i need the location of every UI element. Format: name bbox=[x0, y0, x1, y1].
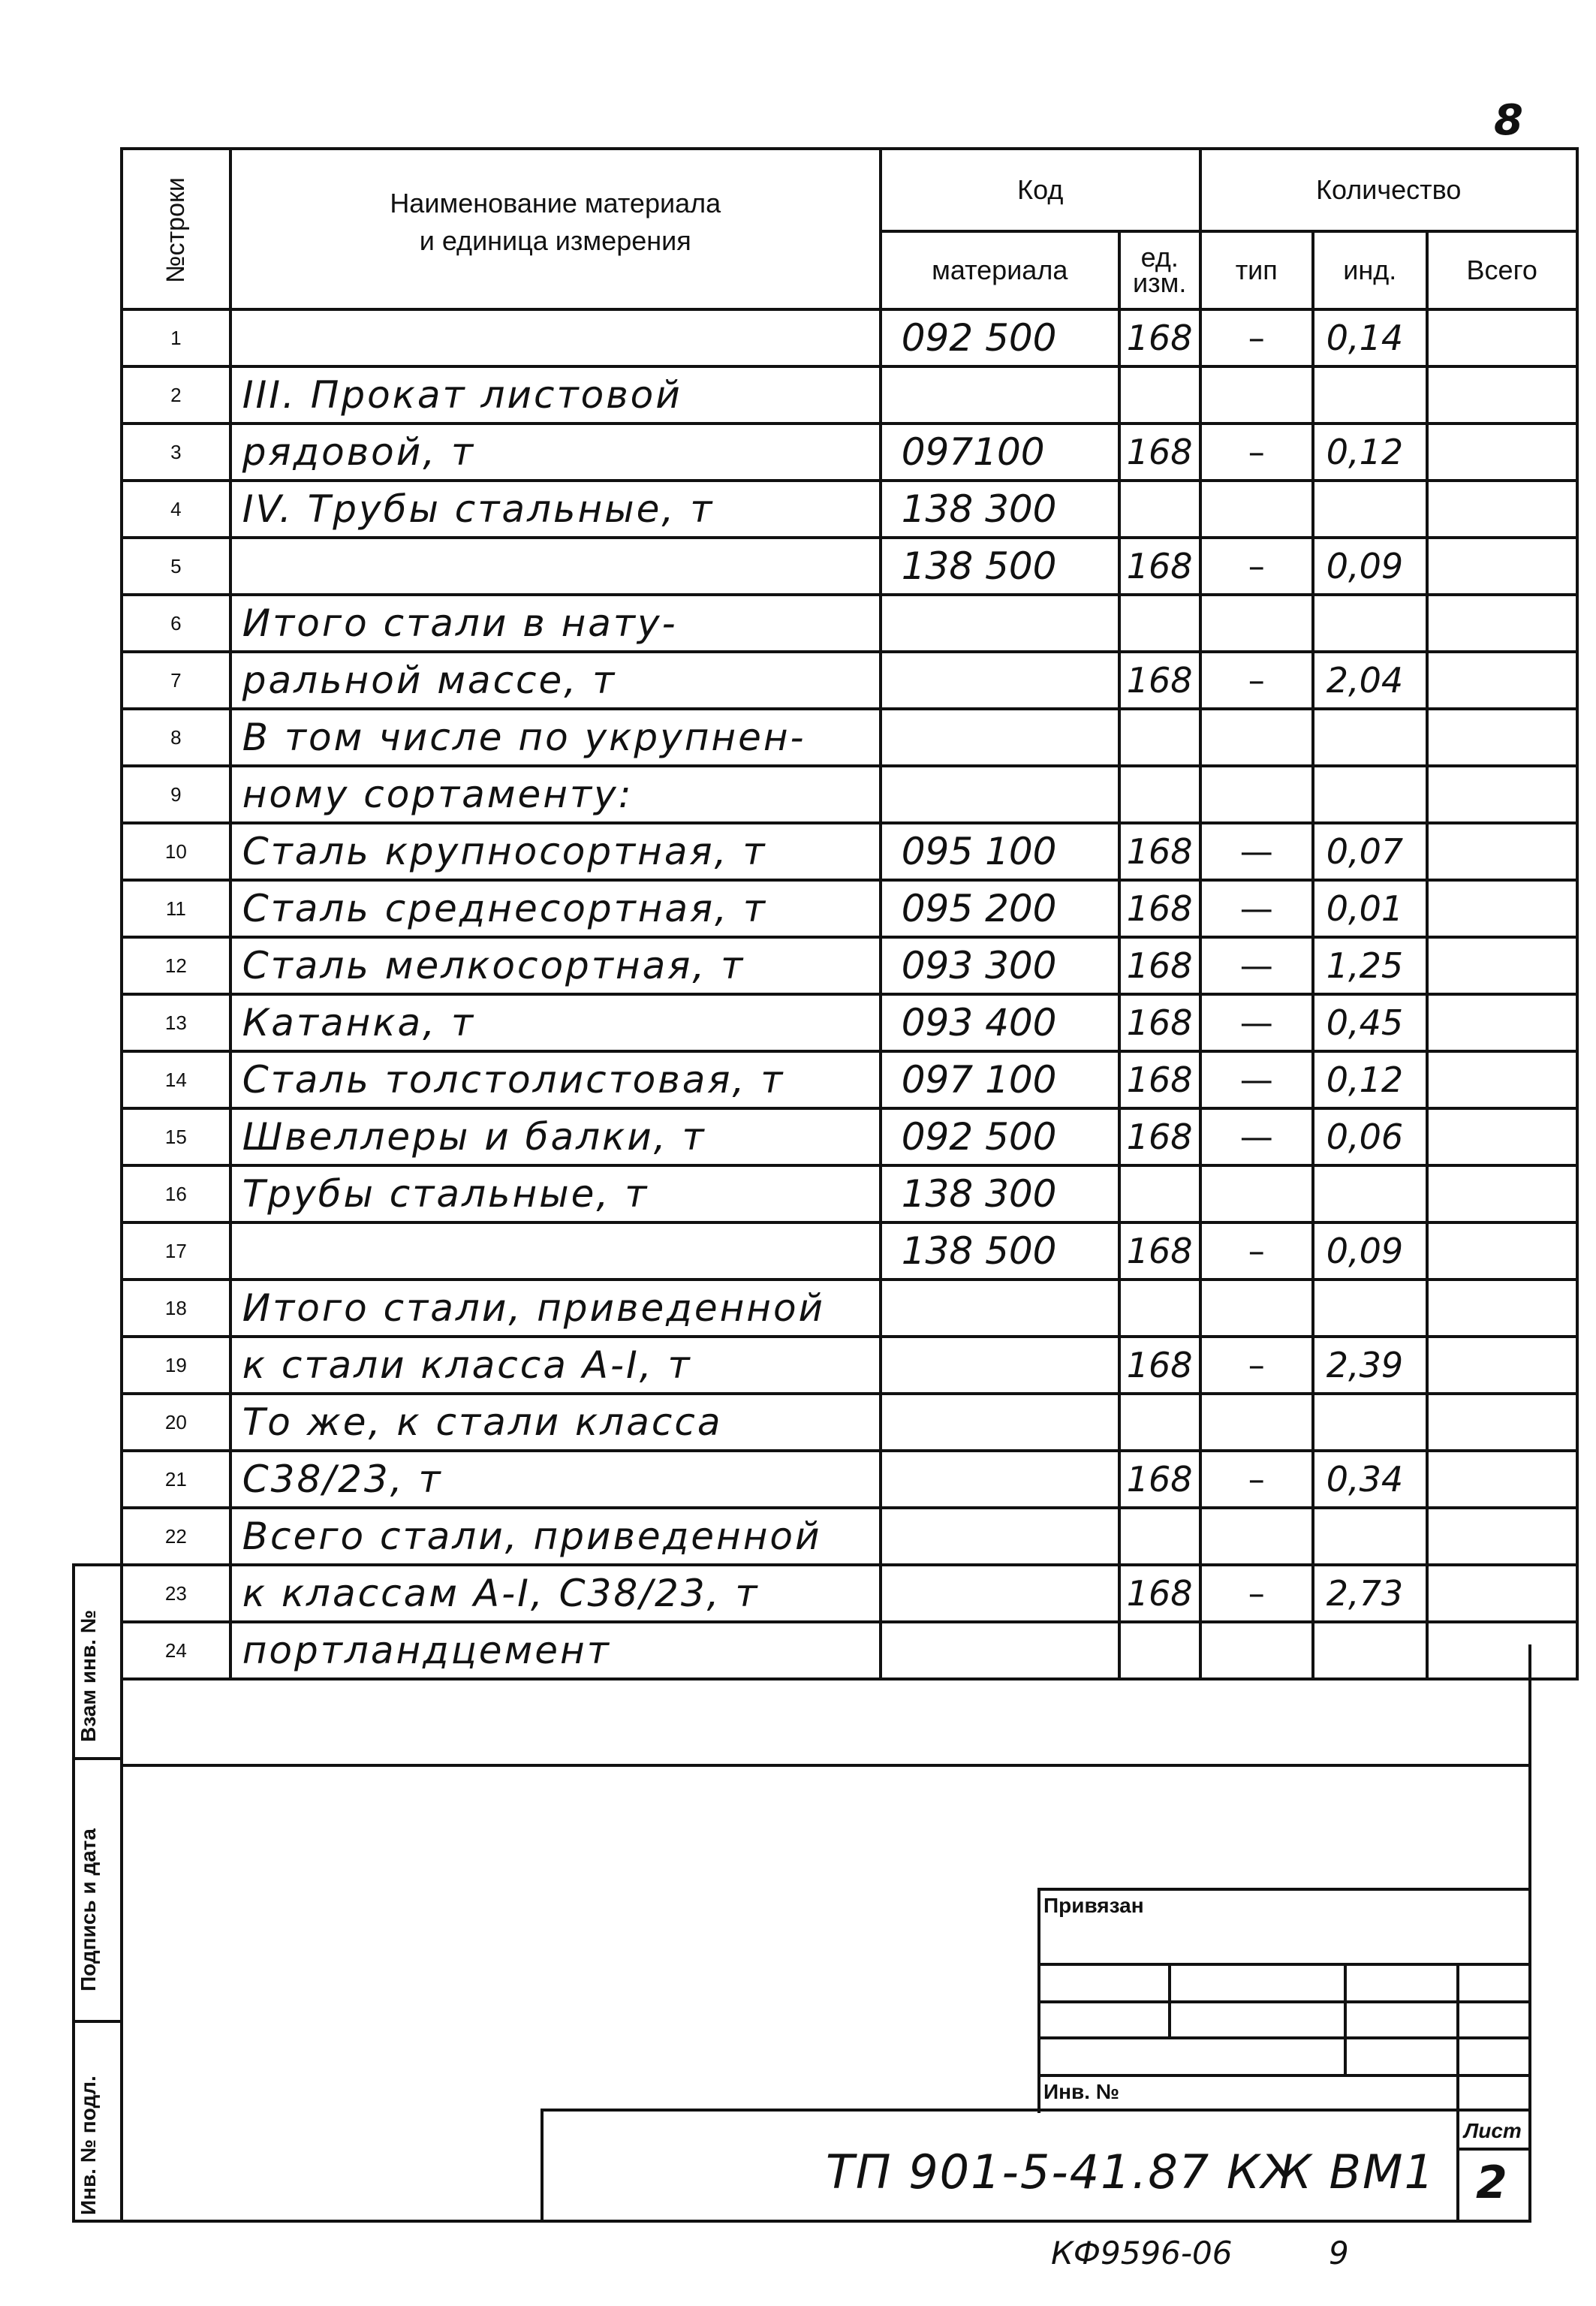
row-number: 11 bbox=[122, 880, 230, 937]
material-name: III. Прокат листовой bbox=[230, 366, 881, 424]
material-name: Катанка, т bbox=[230, 994, 881, 1051]
sheet-label: Лист bbox=[1464, 2119, 1522, 2142]
quantity-typ bbox=[1200, 1280, 1313, 1337]
quantity-total bbox=[1427, 1508, 1577, 1565]
table-row bbox=[122, 538, 1577, 595]
material-name: То же, к стали класса bbox=[230, 1394, 881, 1451]
unit-code: 168 bbox=[1119, 880, 1200, 937]
unit-code: 168 bbox=[1119, 652, 1200, 709]
quantity-ind bbox=[1313, 1165, 1427, 1222]
quantity-typ: – bbox=[1200, 652, 1313, 709]
table-row bbox=[122, 994, 1577, 1051]
material-name: Итого стали в нату- bbox=[230, 595, 881, 652]
quantity-typ: — bbox=[1200, 823, 1313, 880]
quantity-typ bbox=[1200, 1508, 1313, 1565]
stamp-inv-no: Инв. № bbox=[1043, 2080, 1120, 2103]
quantity-total bbox=[1427, 1394, 1577, 1451]
unit-code: 168 bbox=[1119, 937, 1200, 994]
unit-code bbox=[1119, 1394, 1200, 1451]
material-code bbox=[881, 709, 1119, 766]
quantity-typ: — bbox=[1200, 1051, 1313, 1108]
quantity-ind: 0,14 bbox=[1313, 309, 1427, 366]
quantity-ind: 2,73 bbox=[1313, 1565, 1427, 1622]
quantity-ind: 0,07 bbox=[1313, 823, 1427, 880]
quantity-typ bbox=[1200, 1394, 1313, 1451]
side-strip-top bbox=[72, 1563, 123, 1566]
footer-page: 9 bbox=[1329, 2235, 1349, 2271]
unit-code bbox=[1119, 766, 1200, 823]
quantity-ind: 0,45 bbox=[1313, 994, 1427, 1051]
quantity-ind bbox=[1313, 366, 1427, 424]
material-name: к классам А-I, С38/23, т bbox=[230, 1565, 881, 1622]
quantity-typ bbox=[1200, 595, 1313, 652]
row-number: 20 bbox=[122, 1394, 230, 1451]
material-name: Швеллеры и балки, т bbox=[230, 1108, 881, 1165]
stamp-top bbox=[1037, 1888, 1531, 1891]
header-code: Код bbox=[881, 149, 1200, 231]
unit-code bbox=[1119, 595, 1200, 652]
side-label-inv-podl: Инв. № подл. bbox=[77, 2075, 100, 2215]
row-number: 24 bbox=[122, 1622, 230, 1679]
quantity-typ: – bbox=[1200, 1222, 1313, 1280]
table-row bbox=[122, 766, 1577, 823]
stamp-sheet-divider bbox=[1456, 2148, 1531, 2151]
quantity-typ bbox=[1200, 366, 1313, 424]
material-name: ному сортаменту: bbox=[230, 766, 881, 823]
quantity-ind: 2,39 bbox=[1313, 1337, 1427, 1394]
material-code: 138 300 bbox=[881, 481, 1119, 538]
material-code: 093 300 bbox=[881, 937, 1119, 994]
quantity-ind: 0,12 bbox=[1313, 424, 1427, 481]
quantity-ind bbox=[1313, 1280, 1427, 1337]
stamp-title-top bbox=[541, 2109, 1531, 2112]
row-number: 7 bbox=[122, 652, 230, 709]
table-body bbox=[122, 309, 1577, 1679]
material-name: Сталь крупносортная, т bbox=[230, 823, 881, 880]
material-code: 097 100 bbox=[881, 1051, 1119, 1108]
quantity-ind: 0,09 bbox=[1313, 1222, 1427, 1280]
material-name bbox=[230, 1222, 881, 1280]
quantity-typ bbox=[1200, 709, 1313, 766]
unit-code: 168 bbox=[1119, 1451, 1200, 1508]
quantity-ind: 2,04 bbox=[1313, 652, 1427, 709]
row-number: 12 bbox=[122, 937, 230, 994]
material-name: ральной массе, т bbox=[230, 652, 881, 709]
header-ind: инд. bbox=[1313, 231, 1427, 309]
unit-code: 168 bbox=[1119, 1108, 1200, 1165]
material-code: 095 200 bbox=[881, 880, 1119, 937]
row-number: 18 bbox=[122, 1280, 230, 1337]
quantity-typ: — bbox=[1200, 937, 1313, 994]
table-row bbox=[122, 1280, 1577, 1337]
material-code: 092 500 bbox=[881, 309, 1119, 366]
unit-code: 168 bbox=[1119, 309, 1200, 366]
unit-code: 168 bbox=[1119, 1051, 1200, 1108]
quantity-ind bbox=[1313, 766, 1427, 823]
quantity-total bbox=[1427, 652, 1577, 709]
header-name: Наименование материала и единица измерения bbox=[230, 149, 881, 309]
quantity-typ: — bbox=[1200, 994, 1313, 1051]
material-name: портландцемент bbox=[230, 1622, 881, 1679]
quantity-total bbox=[1427, 766, 1577, 823]
quantity-typ bbox=[1200, 1165, 1313, 1222]
material-name: IV. Трубы стальные, т bbox=[230, 481, 881, 538]
material-code bbox=[881, 1622, 1119, 1679]
quantity-total bbox=[1427, 1622, 1577, 1679]
quantity-total bbox=[1427, 595, 1577, 652]
material-code: 097100 bbox=[881, 424, 1119, 481]
quantity-ind bbox=[1313, 481, 1427, 538]
quantity-ind bbox=[1313, 1394, 1427, 1451]
quantity-ind: 0,12 bbox=[1313, 1051, 1427, 1108]
table-row bbox=[122, 880, 1577, 937]
table-row bbox=[122, 1565, 1577, 1622]
row-number: 10 bbox=[122, 823, 230, 880]
stamp-v3 bbox=[1456, 1963, 1459, 2223]
unit-code: 168 bbox=[1119, 823, 1200, 880]
row-number: 1 bbox=[122, 309, 230, 366]
material-name: Всего стали, приведенной bbox=[230, 1508, 881, 1565]
material-code bbox=[881, 1280, 1119, 1337]
side-strip-left bbox=[72, 1563, 75, 2223]
material-code: 095 100 bbox=[881, 823, 1119, 880]
header-unit: ед. изм. bbox=[1119, 231, 1200, 309]
quantity-typ bbox=[1200, 1622, 1313, 1679]
quantity-total bbox=[1427, 994, 1577, 1051]
quantity-ind: 0,01 bbox=[1313, 880, 1427, 937]
quantity-typ: – bbox=[1200, 309, 1313, 366]
row-number: 16 bbox=[122, 1165, 230, 1222]
material-name: Сталь мелкосортная, т bbox=[230, 937, 881, 994]
quantity-typ: – bbox=[1200, 1337, 1313, 1394]
quantity-total bbox=[1427, 1280, 1577, 1337]
side-strip-divider-1 bbox=[72, 1757, 123, 1760]
material-code: 138 300 bbox=[881, 1165, 1119, 1222]
material-code bbox=[881, 595, 1119, 652]
material-name: С38/23, т bbox=[230, 1451, 881, 1508]
header-row-no: №строки bbox=[122, 149, 230, 309]
row-number: 21 bbox=[122, 1451, 230, 1508]
archive-code: КФ9596-06 bbox=[1051, 2235, 1233, 2271]
sheet-number: 2 bbox=[1476, 2157, 1507, 2209]
material-code bbox=[881, 366, 1119, 424]
side-label-vzam: Взам инв. № bbox=[77, 1610, 100, 1742]
unit-code bbox=[1119, 1165, 1200, 1222]
row-number: 9 bbox=[122, 766, 230, 823]
row-number: 4 bbox=[122, 481, 230, 538]
stamp-privyazan: Привязан bbox=[1043, 1894, 1144, 1917]
table-row bbox=[122, 595, 1577, 652]
frame-right-line bbox=[1528, 1644, 1531, 2223]
quantity-ind bbox=[1313, 1508, 1427, 1565]
quantity-typ bbox=[1200, 481, 1313, 538]
unit-code bbox=[1119, 1280, 1200, 1337]
quantity-total bbox=[1427, 424, 1577, 481]
quantity-typ: — bbox=[1200, 1108, 1313, 1165]
row-number: 23 bbox=[122, 1565, 230, 1622]
material-code bbox=[881, 766, 1119, 823]
table-row bbox=[122, 1337, 1577, 1394]
quantity-total bbox=[1427, 1051, 1577, 1108]
row-number: 8 bbox=[122, 709, 230, 766]
quantity-ind: 0,06 bbox=[1313, 1108, 1427, 1165]
material-name: Итого стали, приведенной bbox=[230, 1280, 881, 1337]
material-name: Сталь толстолистовая, т bbox=[230, 1051, 881, 1108]
table-row bbox=[122, 481, 1577, 538]
material-code: 138 500 bbox=[881, 1222, 1119, 1280]
quantity-typ: — bbox=[1200, 880, 1313, 937]
table-row bbox=[122, 1051, 1577, 1108]
quantity-total bbox=[1427, 1165, 1577, 1222]
table-row bbox=[122, 823, 1577, 880]
unit-code: 168 bbox=[1119, 994, 1200, 1051]
quantity-total bbox=[1427, 366, 1577, 424]
materials-table bbox=[120, 147, 1579, 1681]
quantity-total bbox=[1427, 481, 1577, 538]
row-number: 3 bbox=[122, 424, 230, 481]
page-number: 8 bbox=[1494, 96, 1523, 145]
table-row bbox=[122, 1165, 1577, 1222]
frame-bottom-edge bbox=[72, 2220, 1531, 2223]
table-row bbox=[122, 1394, 1577, 1451]
table-row bbox=[122, 1222, 1577, 1280]
quantity-typ: – bbox=[1200, 1565, 1313, 1622]
unit-code: 168 bbox=[1119, 1565, 1200, 1622]
row-number: 5 bbox=[122, 538, 230, 595]
unit-code bbox=[1119, 481, 1200, 538]
unit-code bbox=[1119, 366, 1200, 424]
row-number: 6 bbox=[122, 595, 230, 652]
quantity-total bbox=[1427, 1565, 1577, 1622]
material-code bbox=[881, 1508, 1119, 1565]
table-row bbox=[122, 1451, 1577, 1508]
table-row bbox=[122, 1508, 1577, 1565]
quantity-typ: – bbox=[1200, 424, 1313, 481]
stamp-v1 bbox=[1168, 1963, 1171, 2038]
quantity-total bbox=[1427, 937, 1577, 994]
stamp-v2 bbox=[1344, 1963, 1347, 2075]
document-code: ТП 901-5-41.87 КЖ ВМ1 bbox=[826, 2145, 1435, 2199]
header-typ: тип bbox=[1200, 231, 1313, 309]
quantity-total bbox=[1427, 1108, 1577, 1165]
material-code bbox=[881, 652, 1119, 709]
quantity-typ: – bbox=[1200, 538, 1313, 595]
row-number: 2 bbox=[122, 366, 230, 424]
unit-code bbox=[1119, 1622, 1200, 1679]
table-row bbox=[122, 424, 1577, 481]
quantity-typ bbox=[1200, 766, 1313, 823]
frame-bottom-line bbox=[120, 1764, 1531, 1767]
table-row bbox=[122, 652, 1577, 709]
table-row bbox=[122, 1622, 1577, 1679]
unit-code bbox=[1119, 1508, 1200, 1565]
stamp-title-left bbox=[541, 2109, 544, 2223]
material-name: рядовой, т bbox=[230, 424, 881, 481]
table-row bbox=[122, 709, 1577, 766]
row-number: 15 bbox=[122, 1108, 230, 1165]
material-code: 093 400 bbox=[881, 994, 1119, 1051]
unit-code: 168 bbox=[1119, 1222, 1200, 1280]
row-number: 14 bbox=[122, 1051, 230, 1108]
quantity-total bbox=[1427, 538, 1577, 595]
quantity-total bbox=[1427, 823, 1577, 880]
material-code bbox=[881, 1565, 1119, 1622]
frame-left-line bbox=[120, 1644, 123, 2223]
header-quantity: Количество bbox=[1200, 149, 1577, 231]
header-material: материала bbox=[881, 231, 1119, 309]
material-name: к стали класса А-I, т bbox=[230, 1337, 881, 1394]
row-number: 19 bbox=[122, 1337, 230, 1394]
quantity-total bbox=[1427, 1337, 1577, 1394]
side-strip-divider-2 bbox=[72, 2020, 123, 2023]
table-row bbox=[122, 1108, 1577, 1165]
quantity-total bbox=[1427, 309, 1577, 366]
quantity-total bbox=[1427, 1451, 1577, 1508]
quantity-total bbox=[1427, 880, 1577, 937]
quantity-ind: 0,09 bbox=[1313, 538, 1427, 595]
table-row bbox=[122, 366, 1577, 424]
material-name: Сталь среднесортная, т bbox=[230, 880, 881, 937]
material-name: В том числе по укрупнен- bbox=[230, 709, 881, 766]
row-number: 17 bbox=[122, 1222, 230, 1280]
quantity-total bbox=[1427, 1222, 1577, 1280]
quantity-total bbox=[1427, 709, 1577, 766]
quantity-ind bbox=[1313, 595, 1427, 652]
material-code bbox=[881, 1451, 1119, 1508]
unit-code bbox=[1119, 709, 1200, 766]
table-row bbox=[122, 937, 1577, 994]
row-number: 22 bbox=[122, 1508, 230, 1565]
material-code bbox=[881, 1394, 1119, 1451]
header-total: Всего bbox=[1427, 231, 1577, 309]
quantity-typ: – bbox=[1200, 1451, 1313, 1508]
material-code: 138 500 bbox=[881, 538, 1119, 595]
unit-code: 168 bbox=[1119, 538, 1200, 595]
unit-code: 168 bbox=[1119, 1337, 1200, 1394]
material-code bbox=[881, 1337, 1119, 1394]
unit-code: 168 bbox=[1119, 424, 1200, 481]
material-code: 092 500 bbox=[881, 1108, 1119, 1165]
table-row bbox=[122, 309, 1577, 366]
side-label-signature: Подпись и дата bbox=[77, 1828, 100, 1991]
material-name: Трубы стальные, т bbox=[230, 1165, 881, 1222]
quantity-ind bbox=[1313, 1622, 1427, 1679]
quantity-ind: 1,25 bbox=[1313, 937, 1427, 994]
row-number: 13 bbox=[122, 994, 230, 1051]
quantity-ind: 0,34 bbox=[1313, 1451, 1427, 1508]
quantity-ind bbox=[1313, 709, 1427, 766]
material-name bbox=[230, 309, 881, 366]
material-name bbox=[230, 538, 881, 595]
